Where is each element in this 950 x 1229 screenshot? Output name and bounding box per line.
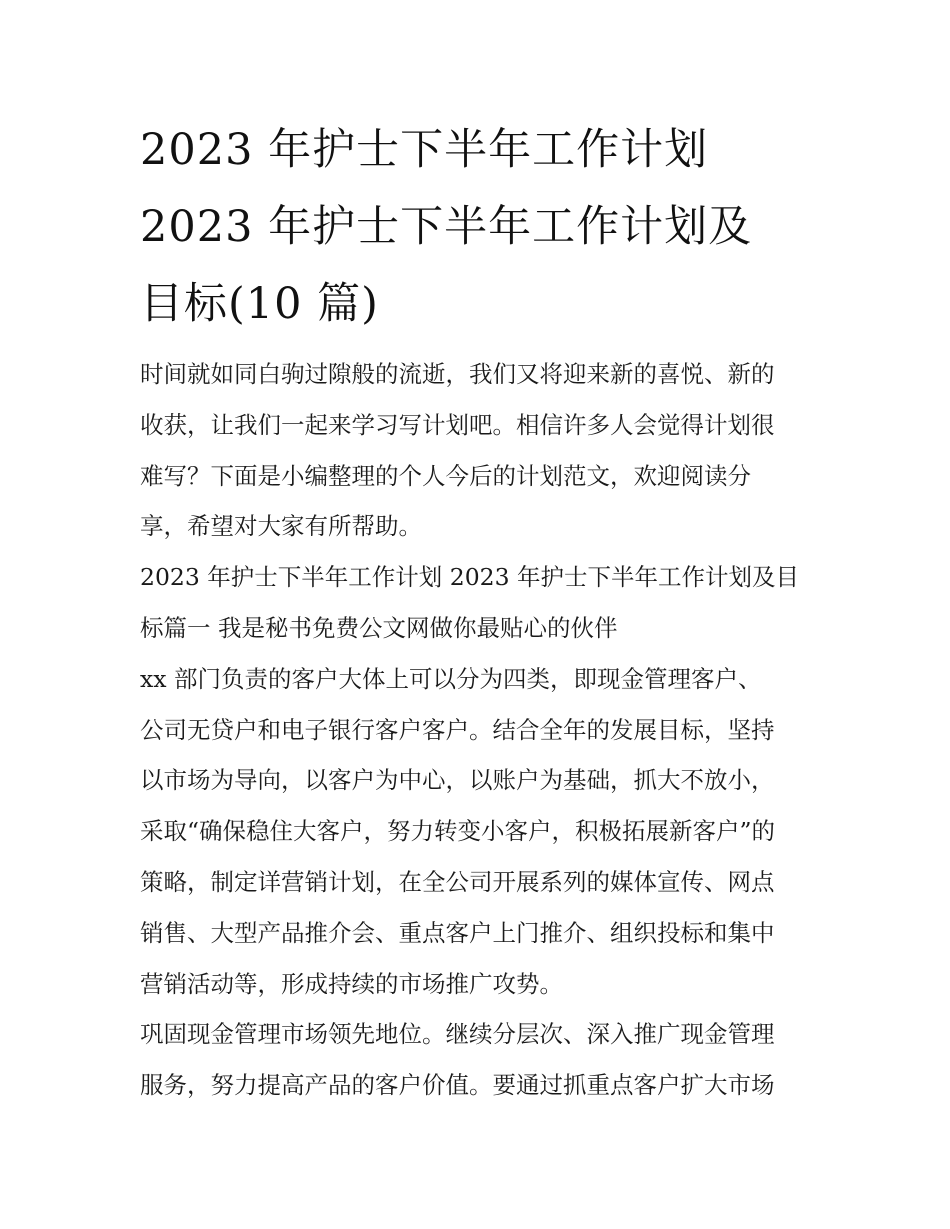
document-title	[140, 112, 840, 343]
body-paragraph-clients	[140, 654, 830, 1010]
text-line: 以市场为导向，以客户为中心，以账户为基础，抓大不放小，	[140, 766, 775, 795]
text-line: 2023 年护士下半年工作计划 2023 年护士下半年工作计划及目	[140, 563, 800, 592]
text-line: 营销活动等，形成持续的市场推广攻势。	[140, 969, 563, 998]
text-line: 收获，让我们一起来学习写计划吧。相信许多人会觉得计划很	[140, 410, 775, 439]
text-line: 策略，制定详营销计划，在全公司开展系列的媒体宣传、网点	[140, 867, 775, 896]
text-line: 享，希望对大家有所帮助。	[140, 512, 422, 541]
title-line-1: 2023 年护士下半年工作计划	[140, 125, 709, 175]
text-line: 巩固现金管理市场领先地位。继续分层次、深入推广现金管理	[140, 1020, 775, 1049]
text-line: 采取“确保稳住大客户，努力转变小客户，积极拓展新客户”的	[140, 817, 776, 846]
text-line: 公司无贷户和电子银行客户客户。结合全年的发展目标，坚持	[140, 715, 775, 744]
intro-paragraph	[140, 349, 830, 552]
heading-paragraph	[140, 552, 830, 654]
text-line: 标篇一 我是秘书免费公文网做你最贴心的伙伴	[140, 613, 618, 642]
text-line: 时间就如同白驹过隙般的流逝，我们又将迎来新的喜悦、新的	[140, 360, 775, 388]
title-line-2: 2023 年护士下半年工作计划及	[140, 202, 753, 252]
text-line: 难写？下面是小编整理的个人今后的计划范文，欢迎阅读分	[140, 461, 751, 490]
title-line-3: 目标(10 篇)	[140, 279, 379, 329]
body-paragraph-cash-management	[140, 1009, 830, 1111]
text-line: xx 部门负责的客户大体上可以分为四类，即现金管理客户、	[140, 664, 762, 693]
text-line: 销售、大型产品推介会、重点客户上门推介、组织投标和集中	[140, 918, 775, 947]
text-line: 服务，努力提高产品的客户价值。要通过抓重点客户扩大市场	[140, 1071, 775, 1100]
